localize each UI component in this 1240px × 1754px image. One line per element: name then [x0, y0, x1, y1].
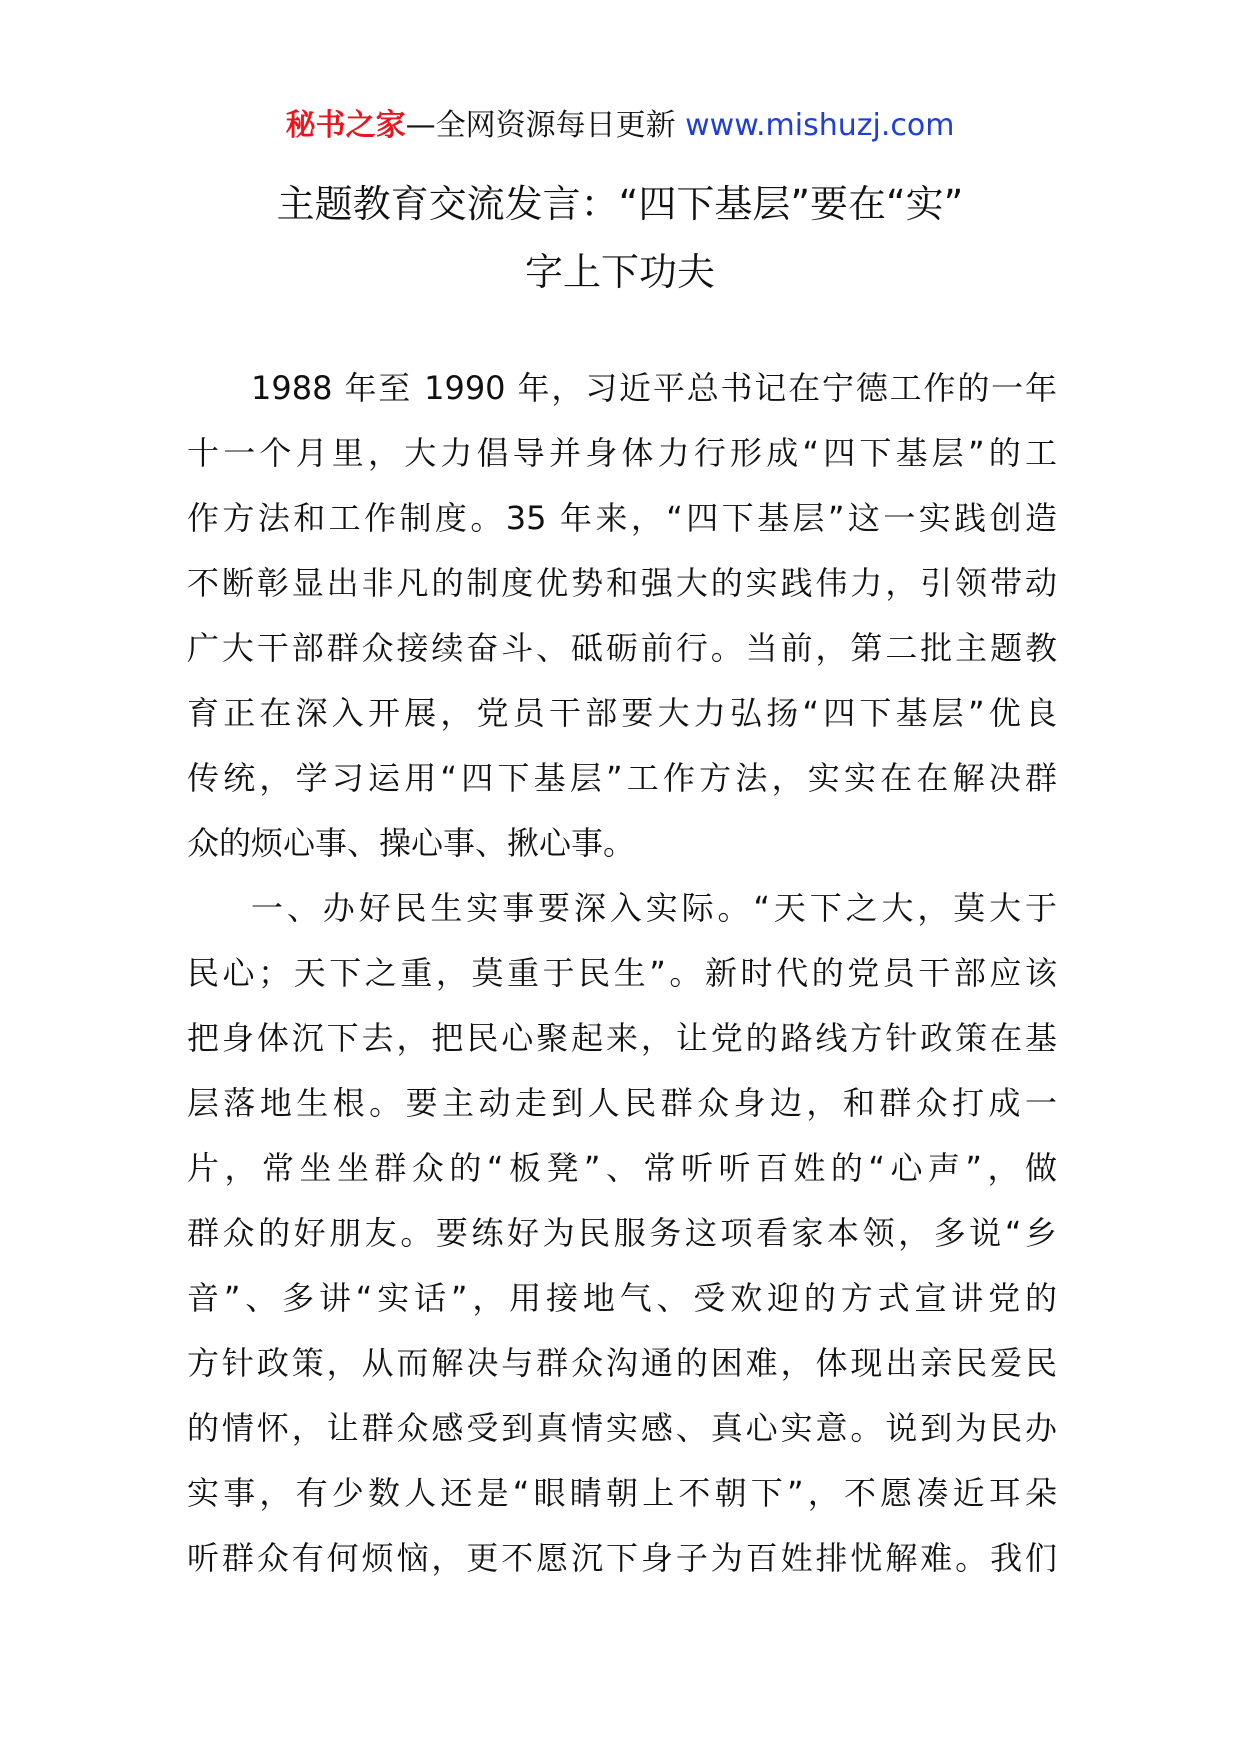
paragraph-section-one — [187, 876, 1057, 1591]
text-line: 音”、多讲“实话”，用接地气、受欢迎的方式宣讲党的 — [187, 1279, 1057, 1317]
text-line: 群众的好朋友。要练好为民服务这项看家本领，多说“乡 — [187, 1214, 1057, 1252]
header-slogan: —全网资源每日更新 — [405, 108, 676, 143]
text-line: 片，常坐坐群众的“板凳”、常听听百姓的“心声”，做 — [187, 1149, 1057, 1187]
text-line: 1988 年至 1990 年，习近平总书记在宁德工作的一年 — [251, 369, 1057, 407]
text-line: 作方法和工作制度。35 年来，“四下基层”这一实践创造 — [187, 499, 1057, 537]
text-line: 民心；天下之重，莫重于民生”。新时代的党员干部应该 — [187, 954, 1057, 992]
title-line: 主题教育交流发言：“四下基层”要在“实” — [276, 182, 964, 226]
text-line: 方针政策，从而解决与群众沟通的困难，体现出亲民爱民 — [187, 1344, 1057, 1382]
text-line: 层落地生根。要主动走到人民群众身边，和群众打成一 — [187, 1084, 1057, 1122]
text-line: 众的烦心事、操心事、揪心事。 — [187, 824, 636, 862]
text-line: 不断彰显出非凡的制度优势和强大的实践伟力，引领带动 — [187, 564, 1057, 602]
text-line: 十一个月里，大力倡导并身体力行形成“四下基层”的工 — [187, 434, 1057, 472]
document-body — [187, 356, 1057, 1591]
text-line: 实事，有少数人还是“眼睛朝上不朝下”，不愿凑近耳朵 — [187, 1474, 1057, 1512]
text-line: 传统，学习运用“四下基层”工作方法，实实在在解决群 — [187, 759, 1057, 797]
text-line: 一、办好民生实事要深入实际。“天下之大，莫大于 — [251, 889, 1057, 927]
paragraph-intro — [187, 356, 1057, 876]
site-url-link[interactable]: www.mishuzj.com — [685, 108, 955, 143]
document-title — [150, 170, 1090, 306]
text-line: 的情怀，让群众感受到真情实感、真心实意。说到为民办 — [187, 1409, 1057, 1447]
site-header — [0, 104, 1240, 148]
text-line: 听群众有何烦恼，更不愿沉下身子为百姓排忧解难。我们 — [187, 1539, 1057, 1577]
text-line: 广大干部群众接续奋斗、砥砺前行。当前，第二批主题教 — [187, 629, 1057, 667]
brand-name: 秘书之家 — [285, 108, 406, 143]
text-line: 把身体沉下去，把民心聚起来，让党的路线方针政策在基 — [187, 1019, 1057, 1057]
text-line: 育正在深入开展，党员干部要大力弘扬“四下基层”优良 — [187, 694, 1057, 732]
title-line: 字上下功夫 — [524, 250, 715, 294]
